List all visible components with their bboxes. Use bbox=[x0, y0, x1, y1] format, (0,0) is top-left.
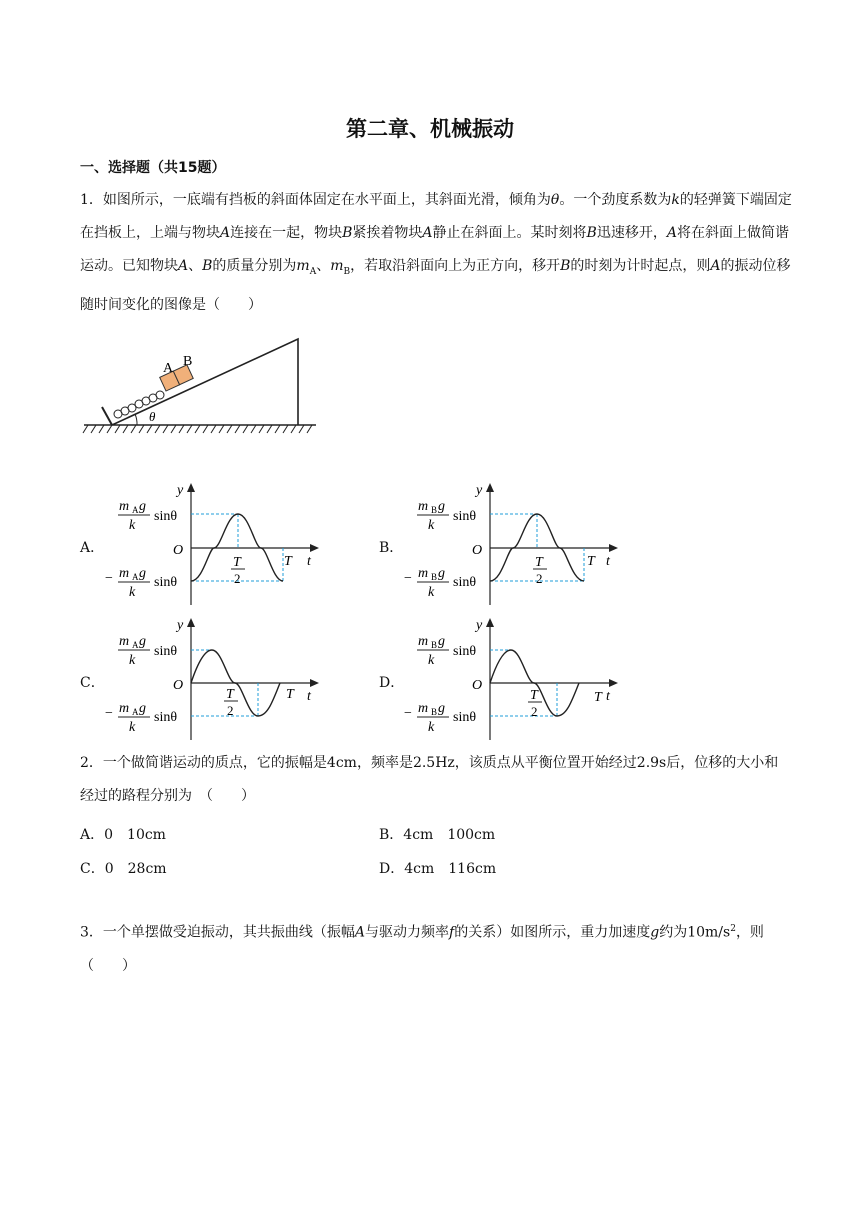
svg-text:O: O bbox=[173, 543, 184, 558]
question-3-text: 3．一个单摆做受迫振动，其共振曲线（振幅A与驱动力频率f的关系）如图所示，重力加速度g约为$10m/s^2$，则（ ） bbox=[80, 924, 764, 974]
svg-text:−: − bbox=[105, 706, 113, 721]
svg-text:k: k bbox=[428, 720, 435, 735]
svg-text:sinθ: sinθ bbox=[154, 644, 178, 659]
svg-text:sinθ: sinθ bbox=[154, 509, 178, 524]
svg-text:m: m bbox=[418, 499, 429, 514]
svg-text:g: g bbox=[139, 701, 146, 716]
svg-text:g: g bbox=[438, 634, 445, 649]
svg-text:g: g bbox=[438, 499, 445, 514]
q1-option-b-graph[interactable] bbox=[404, 480, 624, 610]
svg-text:T: T bbox=[286, 687, 294, 702]
svg-text:k: k bbox=[129, 518, 136, 533]
svg-text:m: m bbox=[119, 499, 130, 514]
svg-text:m: m bbox=[418, 634, 429, 649]
svg-text:y: y bbox=[476, 483, 483, 498]
svg-text:m: m bbox=[418, 566, 429, 581]
section-heading: 一、选择题（共15题） bbox=[80, 160, 226, 176]
svg-text:2: 2 bbox=[227, 703, 234, 718]
svg-text:T: T bbox=[594, 690, 602, 705]
svg-text:T: T bbox=[530, 688, 538, 703]
q1-option-d-label[interactable]: D． bbox=[379, 675, 405, 691]
svg-text:k: k bbox=[428, 585, 435, 600]
svg-text:k: k bbox=[428, 518, 435, 533]
svg-text:−: − bbox=[404, 706, 412, 721]
svg-text:sinθ: sinθ bbox=[154, 575, 178, 590]
q1-option-a-label[interactable]: A． bbox=[80, 540, 105, 556]
q1-option-c-graph[interactable] bbox=[105, 615, 325, 745]
svg-text:O: O bbox=[472, 543, 483, 558]
svg-text:k: k bbox=[129, 720, 136, 735]
svg-text:O: O bbox=[173, 678, 184, 693]
svg-text:B: B bbox=[431, 640, 438, 650]
incline-figure bbox=[82, 335, 322, 435]
svg-text:g: g bbox=[139, 634, 146, 649]
svg-text:m: m bbox=[119, 701, 130, 716]
svg-text:θ: θ bbox=[149, 409, 156, 424]
question-2-text: 2．一个做简谐运动的质点，它的振幅是4cm，频率是2.5Hz，该质点从平衡位置开始经过2.9s后，位移的大小和经过的路程分别为 （ ） bbox=[80, 755, 779, 804]
question-1-text: 1．如图所示，一底端有挡板的斜面体固定在水平面上，其斜面光滑，倾角为θ。一个劲度系数为k的轻弹簧下端固定在挡板上，上端与物块A连接在一起，物块B紧挨着物块A静止在斜面上。某时刻将B迅速移开，A将在斜面上做简谐运动。已知物块A、B的质量分别为$m_A$、$m_B$，若取沿斜面向上为正方向，移开B的时刻为计时起点，则A的振动位移随时间变化的图像是（ ） bbox=[80, 192, 792, 313]
svg-text:A: A bbox=[132, 707, 139, 717]
svg-text:T: T bbox=[587, 554, 595, 569]
svg-text:m: m bbox=[119, 566, 130, 581]
svg-text:g: g bbox=[139, 499, 146, 514]
svg-text:−: − bbox=[105, 571, 113, 586]
svg-text:sinθ: sinθ bbox=[453, 575, 477, 590]
q2-option-d[interactable]: D．4cm 116cm bbox=[379, 861, 497, 877]
svg-text:B: B bbox=[431, 505, 438, 515]
svg-text:t: t bbox=[307, 689, 311, 704]
q2-option-c[interactable]: C．0 28cm bbox=[80, 861, 167, 877]
svg-text:sinθ: sinθ bbox=[453, 509, 477, 524]
svg-text:B: B bbox=[431, 572, 438, 582]
svg-text:A: A bbox=[132, 505, 139, 515]
svg-text:A: A bbox=[132, 640, 139, 650]
q1-option-c-label[interactable]: C． bbox=[80, 675, 105, 691]
q1-option-d-graph[interactable] bbox=[404, 615, 624, 745]
svg-text:−: − bbox=[404, 571, 412, 586]
q1-option-a-graph[interactable] bbox=[105, 480, 325, 610]
svg-text:t: t bbox=[606, 554, 610, 569]
svg-text:T: T bbox=[535, 555, 543, 570]
q2-option-b[interactable]: B．4cm 100cm bbox=[379, 827, 496, 843]
svg-text:m: m bbox=[418, 701, 429, 716]
svg-text:O: O bbox=[472, 678, 483, 693]
svg-text:2: 2 bbox=[536, 571, 543, 586]
svg-text:T: T bbox=[233, 555, 241, 570]
svg-text:y: y bbox=[476, 618, 483, 633]
svg-text:A: A bbox=[132, 572, 139, 582]
svg-text:g: g bbox=[438, 566, 445, 581]
page-title: 第二章、机械振动 bbox=[346, 117, 514, 141]
svg-text:A: A bbox=[163, 361, 174, 376]
q2-option-a[interactable]: A．0 10cm bbox=[80, 827, 166, 843]
svg-text:g: g bbox=[139, 566, 146, 581]
svg-text:sinθ: sinθ bbox=[453, 710, 477, 725]
q1-option-b-label[interactable]: B． bbox=[379, 540, 404, 556]
svg-text:k: k bbox=[129, 585, 136, 600]
svg-text:g: g bbox=[438, 701, 445, 716]
svg-text:k: k bbox=[129, 653, 136, 668]
svg-text:2: 2 bbox=[531, 704, 538, 719]
svg-text:sinθ: sinθ bbox=[154, 710, 178, 725]
svg-text:B: B bbox=[183, 354, 193, 369]
svg-text:k: k bbox=[428, 653, 435, 668]
svg-text:y: y bbox=[177, 483, 184, 498]
svg-text:m: m bbox=[119, 634, 130, 649]
svg-text:t: t bbox=[307, 554, 311, 569]
svg-text:T: T bbox=[226, 687, 234, 702]
svg-text:y: y bbox=[177, 618, 184, 633]
svg-text:B: B bbox=[431, 707, 438, 717]
svg-text:T: T bbox=[284, 554, 292, 569]
svg-text:sinθ: sinθ bbox=[453, 644, 477, 659]
svg-text:t: t bbox=[606, 689, 610, 704]
svg-text:2: 2 bbox=[234, 571, 241, 586]
